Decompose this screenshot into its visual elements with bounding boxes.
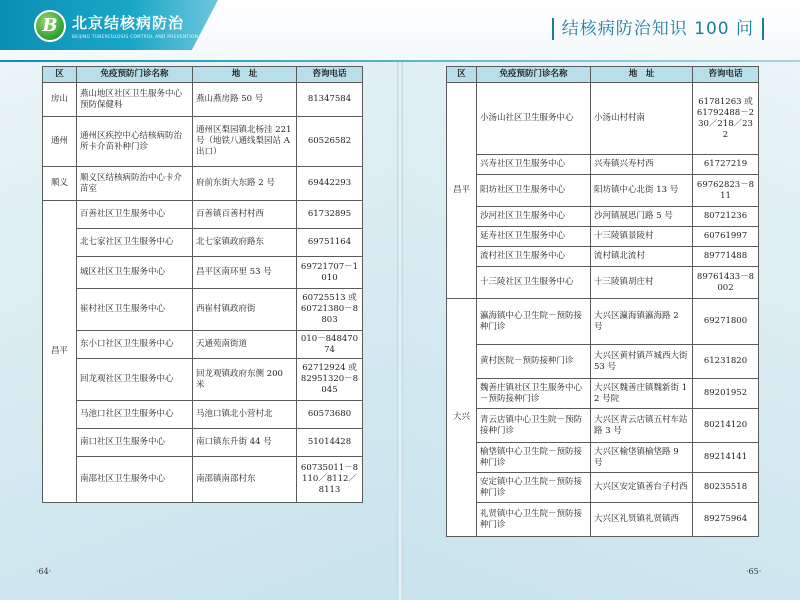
table-row [447, 247, 759, 267]
address-cell: 流村镇北流村 [591, 247, 693, 267]
clinic-table-right [446, 66, 759, 537]
phone-cell: 80235518 [693, 473, 759, 503]
clinic-name-cell: 十三陵社区卫生服务中心 [477, 267, 591, 299]
clinic-name-cell: 东小口社区卫生服务中心 [77, 331, 193, 359]
district-cell: 大兴 [447, 299, 477, 537]
address-cell: 百善镇百善村村西 [193, 201, 297, 229]
clinic-table-left [42, 66, 363, 503]
address-cell: 十三陵镇景陵村 [591, 227, 693, 247]
table-row [447, 345, 759, 379]
phone-cell: 61231820 [693, 345, 759, 379]
clinic-name-cell: 安定镇中心卫生院－预防接种门诊 [477, 473, 591, 503]
phone-cell: 69762823－811 [693, 175, 759, 207]
phone-cell: 61727219 [693, 155, 759, 175]
address-cell: 大兴区礼贤镇礼贤镇西 [591, 503, 693, 537]
address-cell: 大兴区瀛海镇瀛海路 2 号 [591, 299, 693, 345]
column-header: 免疫预防门诊名称 [477, 67, 591, 83]
address-cell: 大兴区魏善庄镇魏新街 12 号院 [591, 379, 693, 409]
district-cell: 顺义 [43, 167, 77, 201]
column-header: 区 [447, 67, 477, 83]
clinic-name-cell: 榆垡镇中心卫生院－预防接种门诊 [477, 443, 591, 473]
clinic-name-cell: 阳坊社区卫生服务中心 [477, 175, 591, 207]
table-row [447, 473, 759, 503]
table-header-row [43, 67, 363, 83]
phone-cell: 60526582 [297, 117, 363, 167]
phone-cell: 60761997 [693, 227, 759, 247]
table-row [43, 429, 363, 457]
table-row [447, 207, 759, 227]
address-cell: 阳坊镇中心北街 13 号 [591, 175, 693, 207]
clinic-name-cell: 礼贤镇中心卫生院－预防接种门诊 [477, 503, 591, 537]
table-row [43, 117, 363, 167]
clinic-name-cell: 崔村社区卫生服务中心 [77, 289, 193, 331]
clinic-name-cell: 百善社区卫生服务中心 [77, 201, 193, 229]
clinic-name-cell: 顺义区结核病防治中心卡介苗室 [77, 167, 193, 201]
clinic-name-cell: 燕山地区社区卫生服务中心预防保健科 [77, 83, 193, 117]
clinic-name-cell: 瀛海镇中心卫生院－预防接种门诊 [477, 299, 591, 345]
address-cell: 回龙观镇政府东侧 200 米 [193, 359, 297, 401]
column-header: 咨询电话 [297, 67, 363, 83]
phone-cell: 89761433－8002 [693, 267, 759, 299]
phone-cell: 69442293 [297, 167, 363, 201]
table-row [447, 409, 759, 443]
address-cell: 十三陵镇胡庄村 [591, 267, 693, 299]
table-row [447, 175, 759, 207]
address-cell: 大兴区黄村镇芦城西大街 53 号 [591, 345, 693, 379]
phone-cell: 69721707－1010 [297, 257, 363, 289]
table-row [447, 155, 759, 175]
clinic-name-cell: 沙河社区卫生服务中心 [477, 207, 591, 227]
phone-cell: 60725513 或 60721380－8803 [297, 289, 363, 331]
district-cell: 房山 [43, 83, 77, 117]
table-row [43, 401, 363, 429]
table-row [43, 457, 363, 503]
column-header: 地 址 [193, 67, 297, 83]
address-cell: 马池口镇北小营村北 [193, 401, 297, 429]
table-row [43, 331, 363, 359]
column-header: 免疫预防门诊名称 [77, 67, 193, 83]
book-title: 结核病防治知识 100 问 [552, 18, 764, 40]
table-row [447, 379, 759, 409]
phone-cell: 61732895 [297, 201, 363, 229]
clinic-name-cell: 青云店镇中心卫生院－预防接种门诊 [477, 409, 591, 443]
clinic-name-cell: 延寿社区卫生服务中心 [477, 227, 591, 247]
clinic-name-cell: 通州区疾控中心结核病防治所卡介苗补种门诊 [77, 117, 193, 167]
phone-cell: 81347584 [297, 83, 363, 117]
address-cell: 兴寿镇兴寿村西 [591, 155, 693, 175]
phone-cell: 89771488 [693, 247, 759, 267]
logo-icon: B [34, 10, 66, 42]
district-cell: 通州 [43, 117, 77, 167]
phone-cell: 80721236 [693, 207, 759, 227]
page-number-right: ·65· [746, 567, 762, 576]
address-cell: 北七家镇政府路东 [193, 229, 297, 257]
org-name: 北京结核病防治 [72, 14, 185, 32]
column-header: 地 址 [591, 67, 693, 83]
phone-cell: 60735011－8110／8112／8113 [297, 457, 363, 503]
table-row [43, 167, 363, 201]
page-number-left: ·64· [36, 567, 52, 576]
page-header [0, 0, 800, 62]
clinic-name-cell: 马池口社区卫生服务中心 [77, 401, 193, 429]
table-row [447, 503, 759, 537]
phone-cell: 80214120 [693, 409, 759, 443]
phone-cell: 89275964 [693, 503, 759, 537]
clinic-name-cell: 城区社区卫生服务中心 [77, 257, 193, 289]
column-header: 咨询电话 [693, 67, 759, 83]
table-row [43, 289, 363, 331]
table-row [43, 229, 363, 257]
clinic-name-cell: 小汤山社区卫生服务中心 [477, 83, 591, 155]
address-cell: 大兴区安定镇善台子村西 [591, 473, 693, 503]
table-row [43, 83, 363, 117]
clinic-name-cell: 南口社区卫生服务中心 [77, 429, 193, 457]
clinic-name-cell: 兴寿社区卫生服务中心 [477, 155, 591, 175]
phone-cell: 69751164 [297, 229, 363, 257]
address-cell: 燕山燕房路 50 号 [193, 83, 297, 117]
address-cell: 小汤山村村南 [591, 83, 693, 155]
address-cell: 大兴区青云店镇五村车站路 3 号 [591, 409, 693, 443]
address-cell: 府前东街大东路 2 号 [193, 167, 297, 201]
org-name-en: BEIJING TUBERCULOSIS CONTROL AND PREVENTION [72, 35, 199, 40]
phone-cell: 62712924 或 82951320－8045 [297, 359, 363, 401]
table-row [447, 227, 759, 247]
phone-cell: 89201952 [693, 379, 759, 409]
clinic-name-cell: 黄村医院－预防接种门诊 [477, 345, 591, 379]
table-row [43, 201, 363, 229]
table-row [447, 83, 759, 155]
table-header-row [447, 67, 759, 83]
address-cell: 南口镇东升街 44 号 [193, 429, 297, 457]
address-cell: 沙河镇展思门路 5 号 [591, 207, 693, 227]
district-cell: 昌平 [447, 83, 477, 299]
phone-cell: 89214141 [693, 443, 759, 473]
column-header: 区 [43, 67, 77, 83]
phone-cell: 61781263 或 61792488－230／218／232 [693, 83, 759, 155]
address-cell: 昌平区南环里 53 号 [193, 257, 297, 289]
address-cell: 大兴区榆垡镇榆垡路 9 号 [591, 443, 693, 473]
phone-cell: 60573680 [297, 401, 363, 429]
phone-cell: 69271800 [693, 299, 759, 345]
phone-cell: 51014428 [297, 429, 363, 457]
table-row [447, 267, 759, 299]
table-row [447, 443, 759, 473]
table-row [43, 257, 363, 289]
address-cell: 西崔村镇政府街 [193, 289, 297, 331]
district-cell: 昌平 [43, 201, 77, 503]
clinic-name-cell: 回龙观社区卫生服务中心 [77, 359, 193, 401]
clinic-name-cell: 魏善庄镇社区卫生服务中心－预防接种门诊 [477, 379, 591, 409]
table-row [43, 359, 363, 401]
address-cell: 天通苑南街道 [193, 331, 297, 359]
clinic-name-cell: 北七家社区卫生服务中心 [77, 229, 193, 257]
clinic-name-cell: 流村社区卫生服务中心 [477, 247, 591, 267]
address-cell: 南邵镇南邵村东 [193, 457, 297, 503]
address-cell: 通州区梨园镇北杨洼 221 号（地铁八通线梨园站 A 出口） [193, 117, 297, 167]
clinic-name-cell: 南邵社区卫生服务中心 [77, 457, 193, 503]
table-row [447, 299, 759, 345]
phone-cell: 010－84847074 [297, 331, 363, 359]
